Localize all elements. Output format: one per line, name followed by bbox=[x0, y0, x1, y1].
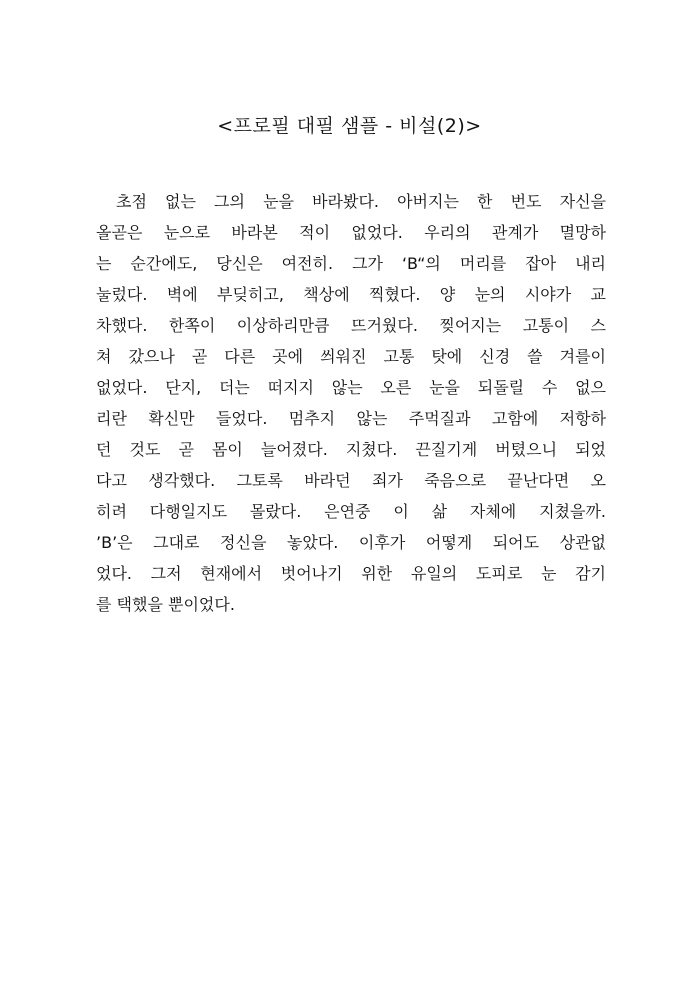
paragraph-line: 는 순간에도, 당신은 여전히. 그가 ‘B“의 머리를 잡아 내리 bbox=[96, 254, 606, 273]
paragraph-line: ’B’은 그대로 정신을 놓았다. 이후가 어떻게 되어도 상관없 bbox=[96, 533, 606, 552]
body-paragraph bbox=[96, 186, 606, 620]
paragraph-line: 던 것도 곧 몸이 늘어졌다. 지쳤다. 끈질기게 버텼으니 되었 bbox=[96, 440, 606, 459]
paragraph-line: 를 택했을 뿐이었다. bbox=[96, 595, 235, 614]
paragraph-line: 차했다. 한쪽이 이상하리만큼 뜨거웠다. 찢어지는 고통이 스 bbox=[96, 316, 606, 335]
paragraph-line: 초점 없는 그의 눈을 바라봤다. 아버지는 한 번도 자신을 bbox=[116, 192, 606, 211]
paragraph-line: 없었다. 단지, 더는 떠지지 않는 오른 눈을 되돌릴 수 없으 bbox=[96, 378, 606, 397]
paragraph-line: 쳐 갔으나 곧 다른 곳에 씌워진 고통 탓에 신경 쓸 겨를이 bbox=[96, 347, 606, 366]
paragraph-line: 올곧은 눈으로 바라본 적이 없었다. 우리의 관계가 멸망하 bbox=[96, 223, 606, 242]
paragraph-line: 히려 다행일지도 몰랐다. 은연중 이 삶 자체에 지쳤을까. bbox=[96, 502, 606, 521]
document-title: <프로필 대필 샘플 - 비설(2)> bbox=[217, 115, 482, 137]
paragraph-line: 리란 확신만 들었다. 멈추지 않는 주먹질과 고함에 저항하 bbox=[96, 409, 606, 428]
paragraph-line: 눌렀다. 벽에 부딪히고, 책상에 찍혔다. 양 눈의 시야가 교 bbox=[96, 285, 606, 304]
paragraph-line: 었다. 그저 현재에서 벗어나기 위한 유일의 도피로 눈 감기 bbox=[96, 564, 606, 583]
paragraph-line: 다고 생각했다. 그토록 바라던 죄가 죽음으로 끝난다면 오 bbox=[96, 471, 606, 490]
